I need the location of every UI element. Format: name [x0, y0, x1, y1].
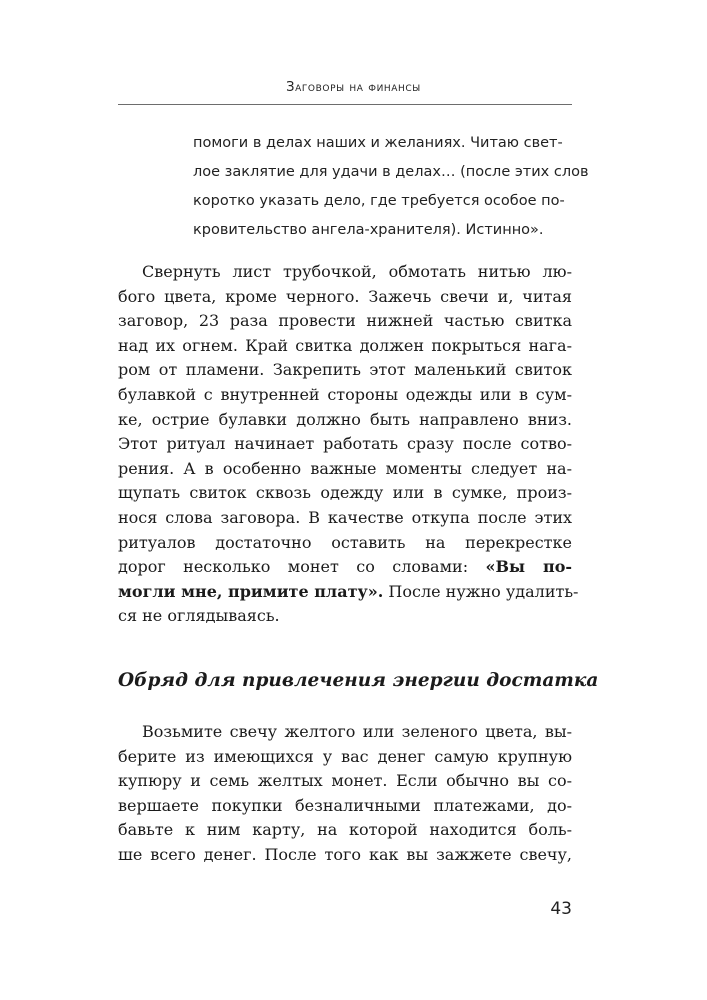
emphasized-phrase: могли мне, примите плату». [118, 581, 384, 601]
page-number: 43 [550, 899, 572, 919]
section-paragraph [118, 720, 572, 868]
paragraph-line: над их огнем. Край свитка должен покрыться нага- [118, 335, 572, 355]
paragraph-line: берите из имеющихся у вас денег самую крупную [118, 746, 572, 766]
paragraph-line: бавьте к ним карту, на которой находится боль- [118, 820, 572, 840]
paragraph-line: ше всего денег. После того как вы зажжете свечу, [118, 844, 572, 864]
excerpt-line: лое заклятие для удачи в делах… (после этих слов [193, 164, 589, 180]
paragraph-line: ритуалов достаточно оставить на перекрестке [118, 532, 572, 552]
paragraph-line: Свернуть лист трубочкой, обмотать нитью лю- [142, 262, 572, 281]
paragraph-line: рения. А в особенно важные моменты следует на- [118, 458, 572, 478]
excerpt-line: кровительство ангела-хранителя). Истинно». [193, 222, 544, 238]
paragraph-line: щупать свиток сквозь одежду или в сумке, произ- [118, 483, 572, 503]
paragraph-line: вершаете покупки безналичными платежами, до- [118, 795, 572, 815]
paragraph-line: купюру и семь желтых монет. Если обычно вы со- [118, 771, 572, 791]
paragraph-line: ся не оглядываясь. [118, 606, 280, 626]
paragraph-line-with-emphasis [118, 555, 572, 580]
paragraph-line: бого цвета, кроме черного. Зажечь свечи и, читая [118, 286, 572, 306]
excerpt-line: коротко указать дело, где требуется особое по- [193, 193, 565, 209]
section-heading: Обряд для привлечения энергии достатка [118, 670, 599, 691]
emphasized-phrase: «Вы по- [485, 557, 572, 577]
ritual-instructions-paragraph [118, 260, 579, 629]
running-head: Заговоры на финансы [286, 80, 421, 95]
paragraph-line: заговор, 23 раза провести нижней частью свитка [118, 311, 572, 331]
line-text: После нужно удалить- [383, 581, 579, 601]
paragraph-line-with-emphasis [118, 580, 579, 605]
paragraph-line: булавкой с внутренней стороны одежды или в сум- [118, 384, 572, 404]
paragraph-line: Возьмите свечу желтого или зеленого цвета, вы- [142, 722, 572, 741]
excerpt-line: помоги в делах наших и желаниях. Читаю свет- [193, 135, 563, 151]
line-text: дорог несколько монет со словами: [118, 557, 486, 577]
paragraph-line: Этот ритуал начинает работать сразу после сотво- [118, 434, 572, 454]
paragraph-line: нося слова заговора. В качестве откупа после этих [118, 507, 572, 527]
header-rule [118, 104, 572, 105]
paragraph-line: ром от пламени. Закрепить этот маленький свиток [118, 360, 572, 380]
incantation-excerpt [193, 129, 589, 245]
paragraph-line: ке, острие булавки должно быть направлено вниз. [118, 409, 572, 429]
